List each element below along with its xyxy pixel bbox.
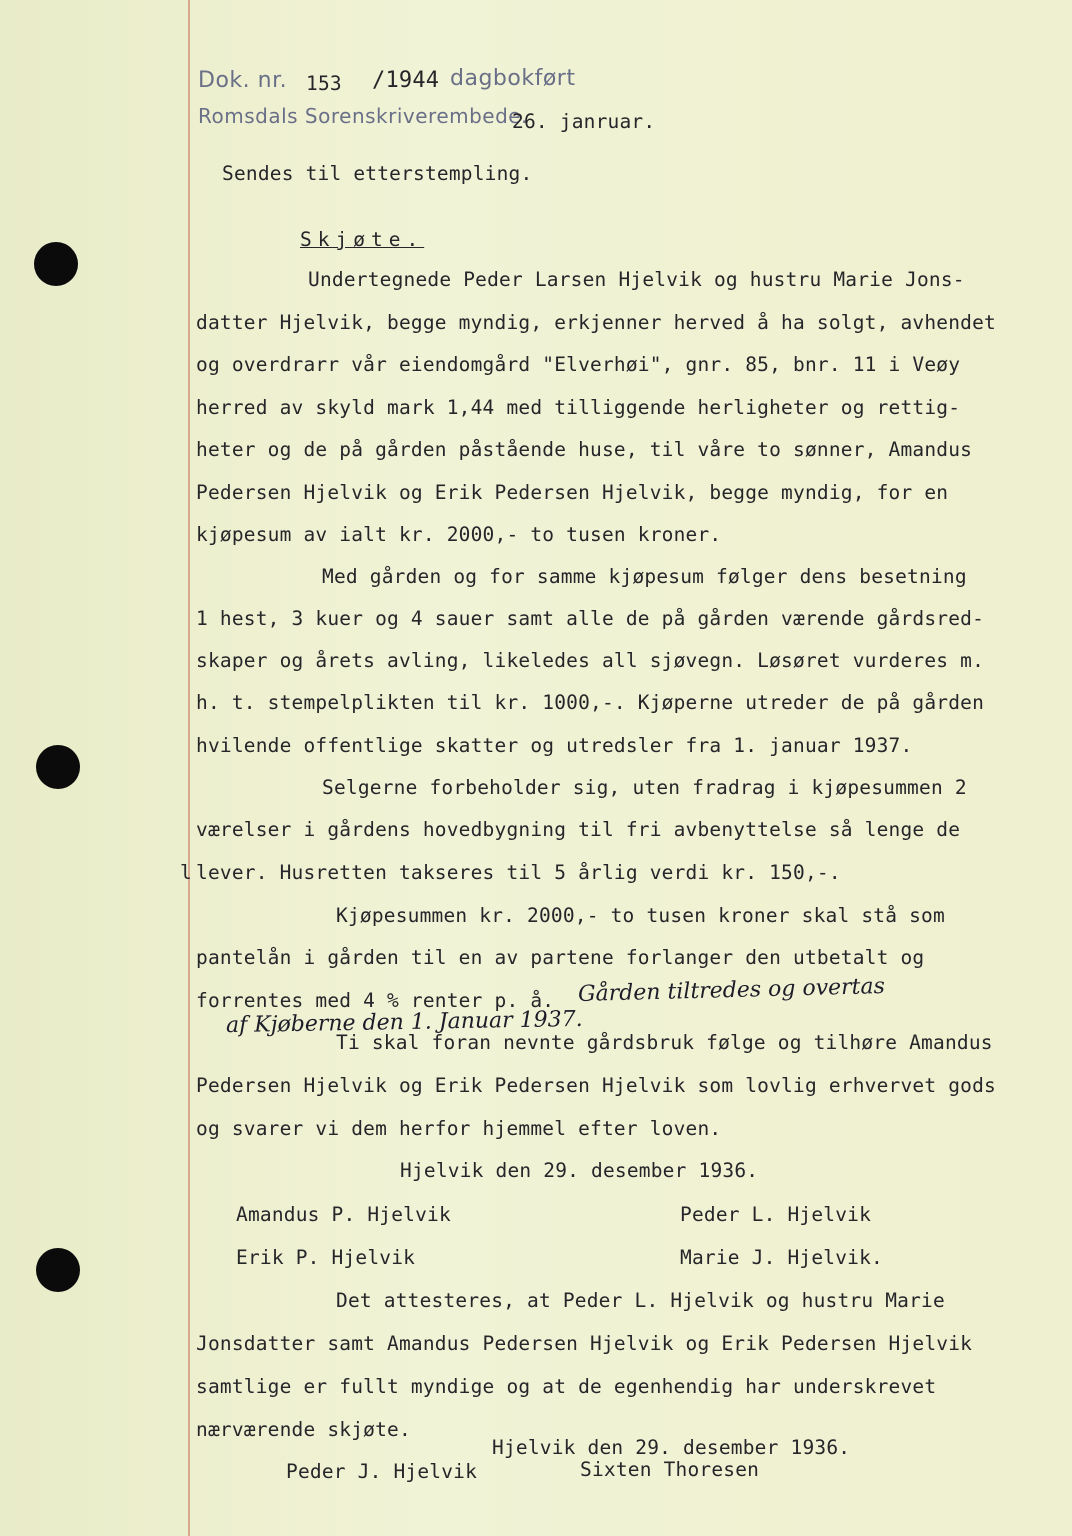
attest-date: Hjelvik den 29. desember 1936. bbox=[492, 1436, 851, 1459]
body-line: h. t. stempelplikten til kr. 1000,-. Kjøperne utreder de på gården bbox=[196, 691, 985, 714]
signature-right-1: Peder L. Hjelvik bbox=[680, 1203, 872, 1226]
signature-right-2: Marie J. Hjelvik. bbox=[680, 1246, 883, 1269]
body-line: hvilende offentlige skatter og utredsler fra 1. januar 1937. bbox=[196, 734, 913, 757]
attest-line: nærværende skjøte. bbox=[196, 1418, 411, 1441]
body-line: 1 hest, 3 kuer og 4 sauer samt alle de på gården værende gårdsred- bbox=[196, 607, 985, 630]
attest-line: Jonsdatter samt Amandus Pedersen Hjelvik og Erik Pedersen Hjelvik bbox=[196, 1332, 973, 1355]
handwritten-note-line1: Gården tiltredes og overtas bbox=[577, 973, 886, 1008]
body-line: lever. Husretten takseres til 5 årlig verdi kr. 150,-. bbox=[196, 861, 841, 884]
place-date: Hjelvik den 29. desember 1936. bbox=[400, 1159, 759, 1182]
body-line: Undertegnede Peder Larsen Hjelvik og hustru Marie Jons- bbox=[308, 268, 965, 291]
body-line: og overdrarr vår eiendomgård "Elverhøi", gnr. 85, bnr. 11 i Veøy bbox=[196, 353, 961, 376]
body-line: Med gården og for samme kjøpesum følger dens besetning bbox=[322, 565, 967, 588]
stamp-dagbokfort: dagbokført bbox=[450, 66, 576, 91]
doc-year: /1944 bbox=[372, 68, 440, 93]
body-line: kjøpesum av ialt kr. 2000,- to tusen kroner. bbox=[196, 523, 722, 546]
body-line: Pedersen Hjelvik og Erik Pedersen Hjelvik som lovlig erhvervet gods bbox=[196, 1074, 996, 1097]
signature-left-1: Amandus P. Hjelvik bbox=[236, 1203, 451, 1226]
body-line: datter Hjelvik, begge myndig, erkjenner herved å ha solgt, avhendet bbox=[196, 311, 996, 334]
witness-1: Peder J. Hjelvik bbox=[286, 1460, 478, 1483]
signature-left-2: Erik P. Hjelvik bbox=[236, 1246, 416, 1269]
body-line: forrentes med 4 % renter p. å. bbox=[196, 989, 555, 1012]
doc-number: 153 bbox=[306, 72, 342, 95]
body-line: Ti skal foran nevnte gårdsbruk følge og tilhøre Amandus bbox=[336, 1031, 993, 1054]
body-line: pantelån i gården til en av partene forlanger den utbetalt og bbox=[196, 946, 925, 969]
doc-label: Dok. nr. bbox=[198, 68, 288, 93]
attest-line: samtlige er fullt myndige og at de egenhendig har underskrevet bbox=[196, 1375, 937, 1398]
body-line: Kjøpesummen kr. 2000,- to tusen kroner skal stå som bbox=[336, 904, 945, 927]
office-stamp: Romsdals Sorenskriverembede. bbox=[198, 104, 528, 128]
punch-hole-bottom bbox=[36, 1248, 80, 1292]
notice-line: Sendes til etterstempling. bbox=[222, 162, 533, 185]
document-title: Skjøte. bbox=[300, 228, 425, 251]
punch-hole-top bbox=[34, 242, 78, 286]
handwritten-note-line2: af Kjøberne den 1. Januar 1937. bbox=[225, 1006, 583, 1039]
body-line: værelser i gårdens hovedbygning til fri avbenyttelse så lenge de bbox=[196, 818, 961, 841]
punch-hole-middle bbox=[36, 745, 80, 789]
body-line: skaper og årets avling, likeledes all sjøvegn. Løsøret vurderes m. bbox=[196, 649, 985, 672]
attest-line: Det attesteres, at Peder L. Hjelvik og hustru Marie bbox=[336, 1289, 945, 1312]
body-line: Selgerne forbeholder sig, uten fradrag i kjøpesummen 2 bbox=[322, 776, 967, 799]
body-line: herred av skyld mark 1,44 med tilliggende herligheter og rettig- bbox=[196, 396, 961, 419]
witness-2: Sixten Thoresen bbox=[580, 1458, 760, 1481]
header-date: 26. janruar. bbox=[512, 110, 656, 133]
body-line: og svarer vi dem herfor hjemmel efter loven. bbox=[196, 1117, 722, 1140]
body-line: heter og de på gården påstående huse, til våre to sønner, Amandus bbox=[196, 438, 973, 461]
margin-mark: l bbox=[180, 861, 192, 884]
margin-line bbox=[188, 0, 190, 1536]
body-line: Pedersen Hjelvik og Erik Pedersen Hjelvik, begge myndig, for en bbox=[196, 481, 949, 504]
